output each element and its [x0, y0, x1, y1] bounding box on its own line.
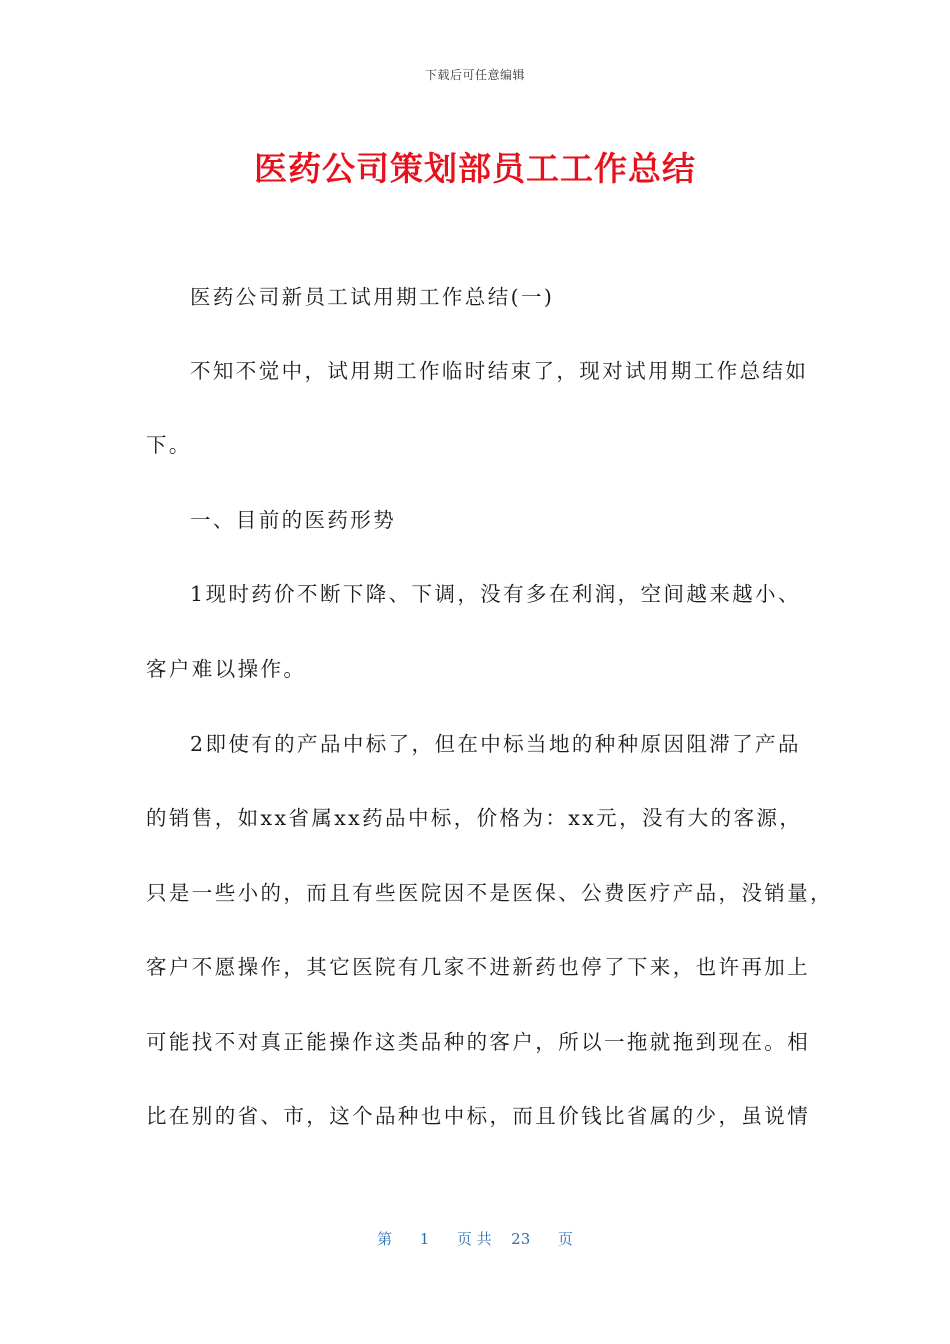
document-title: 医药公司策划部员工工作总结: [254, 149, 696, 188]
paragraph-line: 1现时药价不断下降、下调，没有多在利润，空间越来越小、: [190, 582, 801, 606]
page-footer: [0, 1228, 950, 1249]
footer-middle: 页 共: [456, 1230, 492, 1248]
footer-suffix: 页: [557, 1230, 573, 1248]
footer-prefix: 第: [377, 1230, 393, 1248]
paragraph-line: 下。: [146, 433, 192, 457]
paragraph-line: 比在别的省、市，这个品种也中标，而且价钱比省属的少，虽说情: [146, 1104, 811, 1128]
footer-page-number: 1: [419, 1230, 430, 1248]
section-heading: 医药公司新员工试用期工作总结(一): [190, 285, 555, 309]
paragraph-line: 的销售，如xx省属xx药品中标，价格为：xx元，没有大的客源，: [146, 806, 803, 830]
paragraph-line: 2即使有的产品中标了，但在中标当地的种种原因阻滞了产品: [190, 732, 801, 756]
header-note: 下载后可任意编辑: [424, 68, 525, 82]
paragraph-line: 客户难以操作。: [146, 657, 307, 681]
footer-total-pages: 23: [511, 1230, 531, 1248]
paragraph-line: 不知不觉中，试用期工作临时结束了，现对试用期工作总结如: [190, 359, 809, 383]
paragraph-line: 客户不愿操作，其它医院有几家不进新药也停了下来，也许再加上: [146, 955, 811, 979]
paragraph-line: 只是一些小的，而且有些医院因不是医保、公费医疗产品，没销量，: [146, 881, 833, 905]
subheading: 一、目前的医药形势: [190, 508, 397, 532]
paragraph-line: 可能找不对真正能操作这类品种的客户，所以一拖就拖到现在。相: [146, 1030, 811, 1054]
